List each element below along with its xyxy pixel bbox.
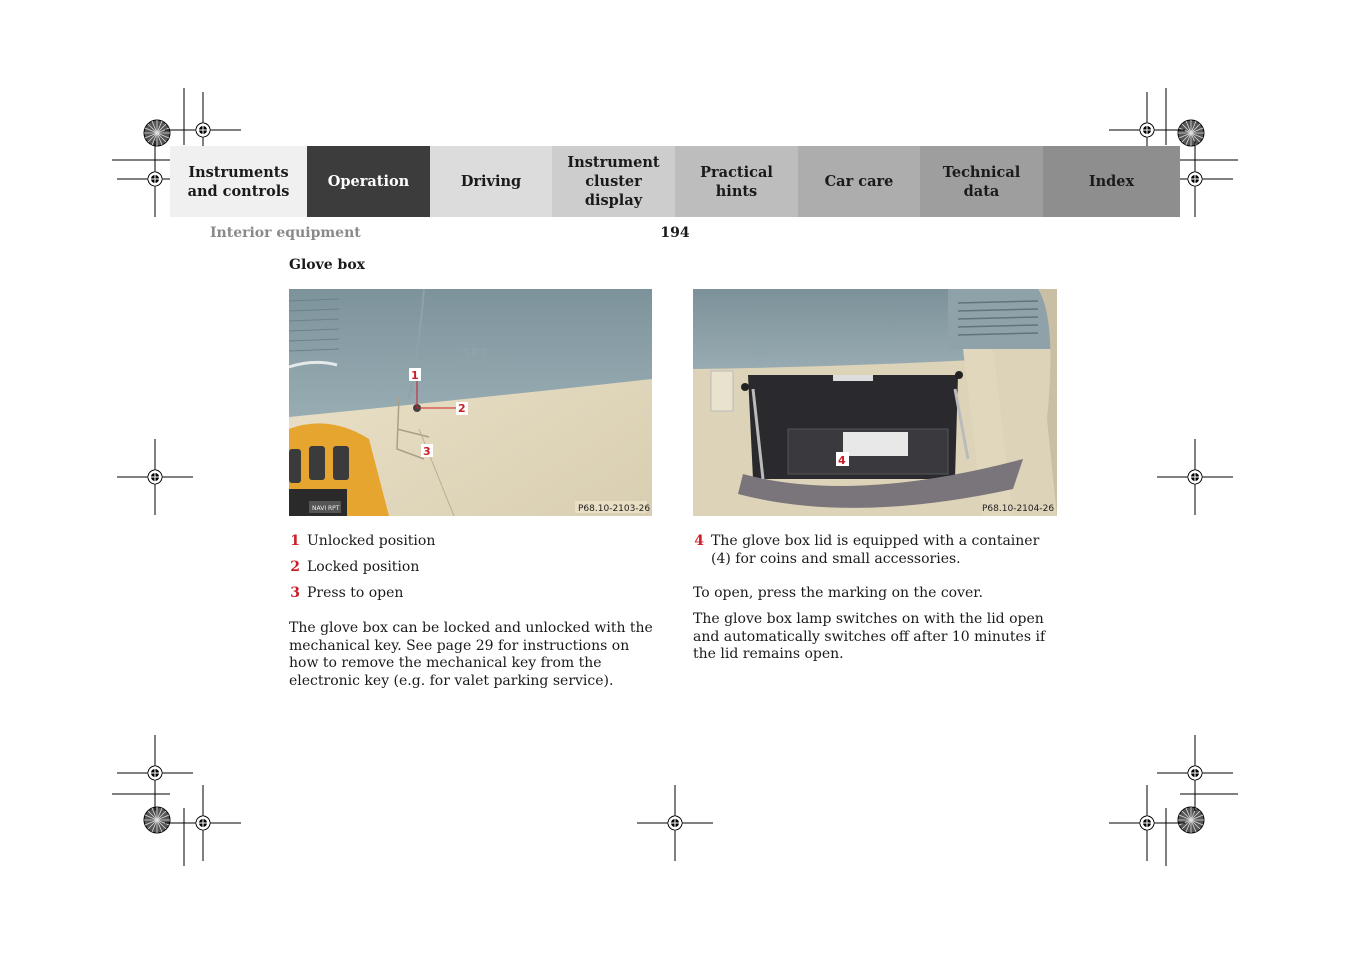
tab-label: cluster display [584, 173, 643, 209]
legend-item [282, 532, 652, 550]
chapter-nav [170, 146, 1180, 217]
page-heading: Glove box [289, 257, 366, 273]
legend-text: Press to open [307, 585, 404, 601]
legend-number: 4 [694, 533, 704, 549]
paragraph-open-instruction: To open, press the marking on the cover. [693, 585, 983, 601]
figure-code: P68.10-2103-26 [578, 504, 651, 514]
tab-operation[interactable] [307, 146, 430, 217]
tab-label: Operation [327, 173, 410, 190]
tab-practical-hints[interactable] [675, 146, 798, 217]
tab-label: Practical hints [700, 163, 773, 200]
legend-number: 3 [290, 585, 300, 601]
glove-box-closed-photo [289, 289, 652, 516]
tab-label: and controls [187, 182, 290, 200]
tab-car-care[interactable] [798, 146, 920, 217]
legend-item [282, 558, 652, 576]
tab-label: data [963, 182, 1000, 200]
legend-right [686, 532, 1058, 576]
callout-2: 2 [458, 402, 466, 415]
paragraph-lock-info: The glove box can be locked and unlocked with the mechanical key. See page 29 for instructions on how to remove the mechanical key from the electronic key (e.g. for valet parking service). [289, 620, 653, 689]
airbag-label: SRS [462, 346, 489, 360]
airbag-label: SRS [753, 342, 773, 352]
legend-left [282, 532, 652, 610]
tab-technical-data[interactable] [920, 146, 1043, 217]
callout-3: 3 [423, 445, 431, 458]
legend-text: Locked position [307, 559, 420, 575]
tab-label: Technical [942, 163, 1021, 181]
legend-text: The glove box lid is equipped with a container (4) for coins and small accessories. [711, 533, 1040, 567]
glove-box-open-photo [693, 289, 1057, 516]
legend-text: Unlocked position [307, 533, 436, 549]
tab-label: Index [1088, 173, 1135, 190]
button-label: NAVI RPT [312, 505, 340, 512]
tab-label: Car care [824, 173, 894, 190]
tab-driving[interactable] [430, 146, 552, 217]
paragraph-lamp-info: The glove box lamp switches on with the lid open and automatically switches off after 10 minutes if the lid remains open. [693, 611, 1046, 663]
legend-number: 2 [290, 559, 300, 575]
section-title: Interior equipment [210, 225, 361, 241]
callout-4: 4 [838, 454, 846, 467]
tab-index[interactable] [1043, 146, 1180, 217]
legend-item [282, 584, 652, 602]
legend-item [686, 532, 1058, 568]
tab-label: Instrument [567, 154, 660, 171]
tab-instrument-cluster-display[interactable] [552, 146, 675, 217]
tab-instruments-and-controls[interactable] [170, 146, 307, 217]
legend-number: 1 [290, 533, 300, 549]
callout-1: 1 [411, 369, 419, 382]
airbag-label-sub: AIRBAG [753, 351, 773, 357]
airbag-label-sub: AIRBAG [462, 360, 489, 368]
tab-label: Instruments [188, 163, 289, 181]
figure-code: P68.10-2104-26 [982, 504, 1055, 514]
page-number: 194 [660, 225, 690, 241]
tab-label: Driving [460, 173, 522, 190]
